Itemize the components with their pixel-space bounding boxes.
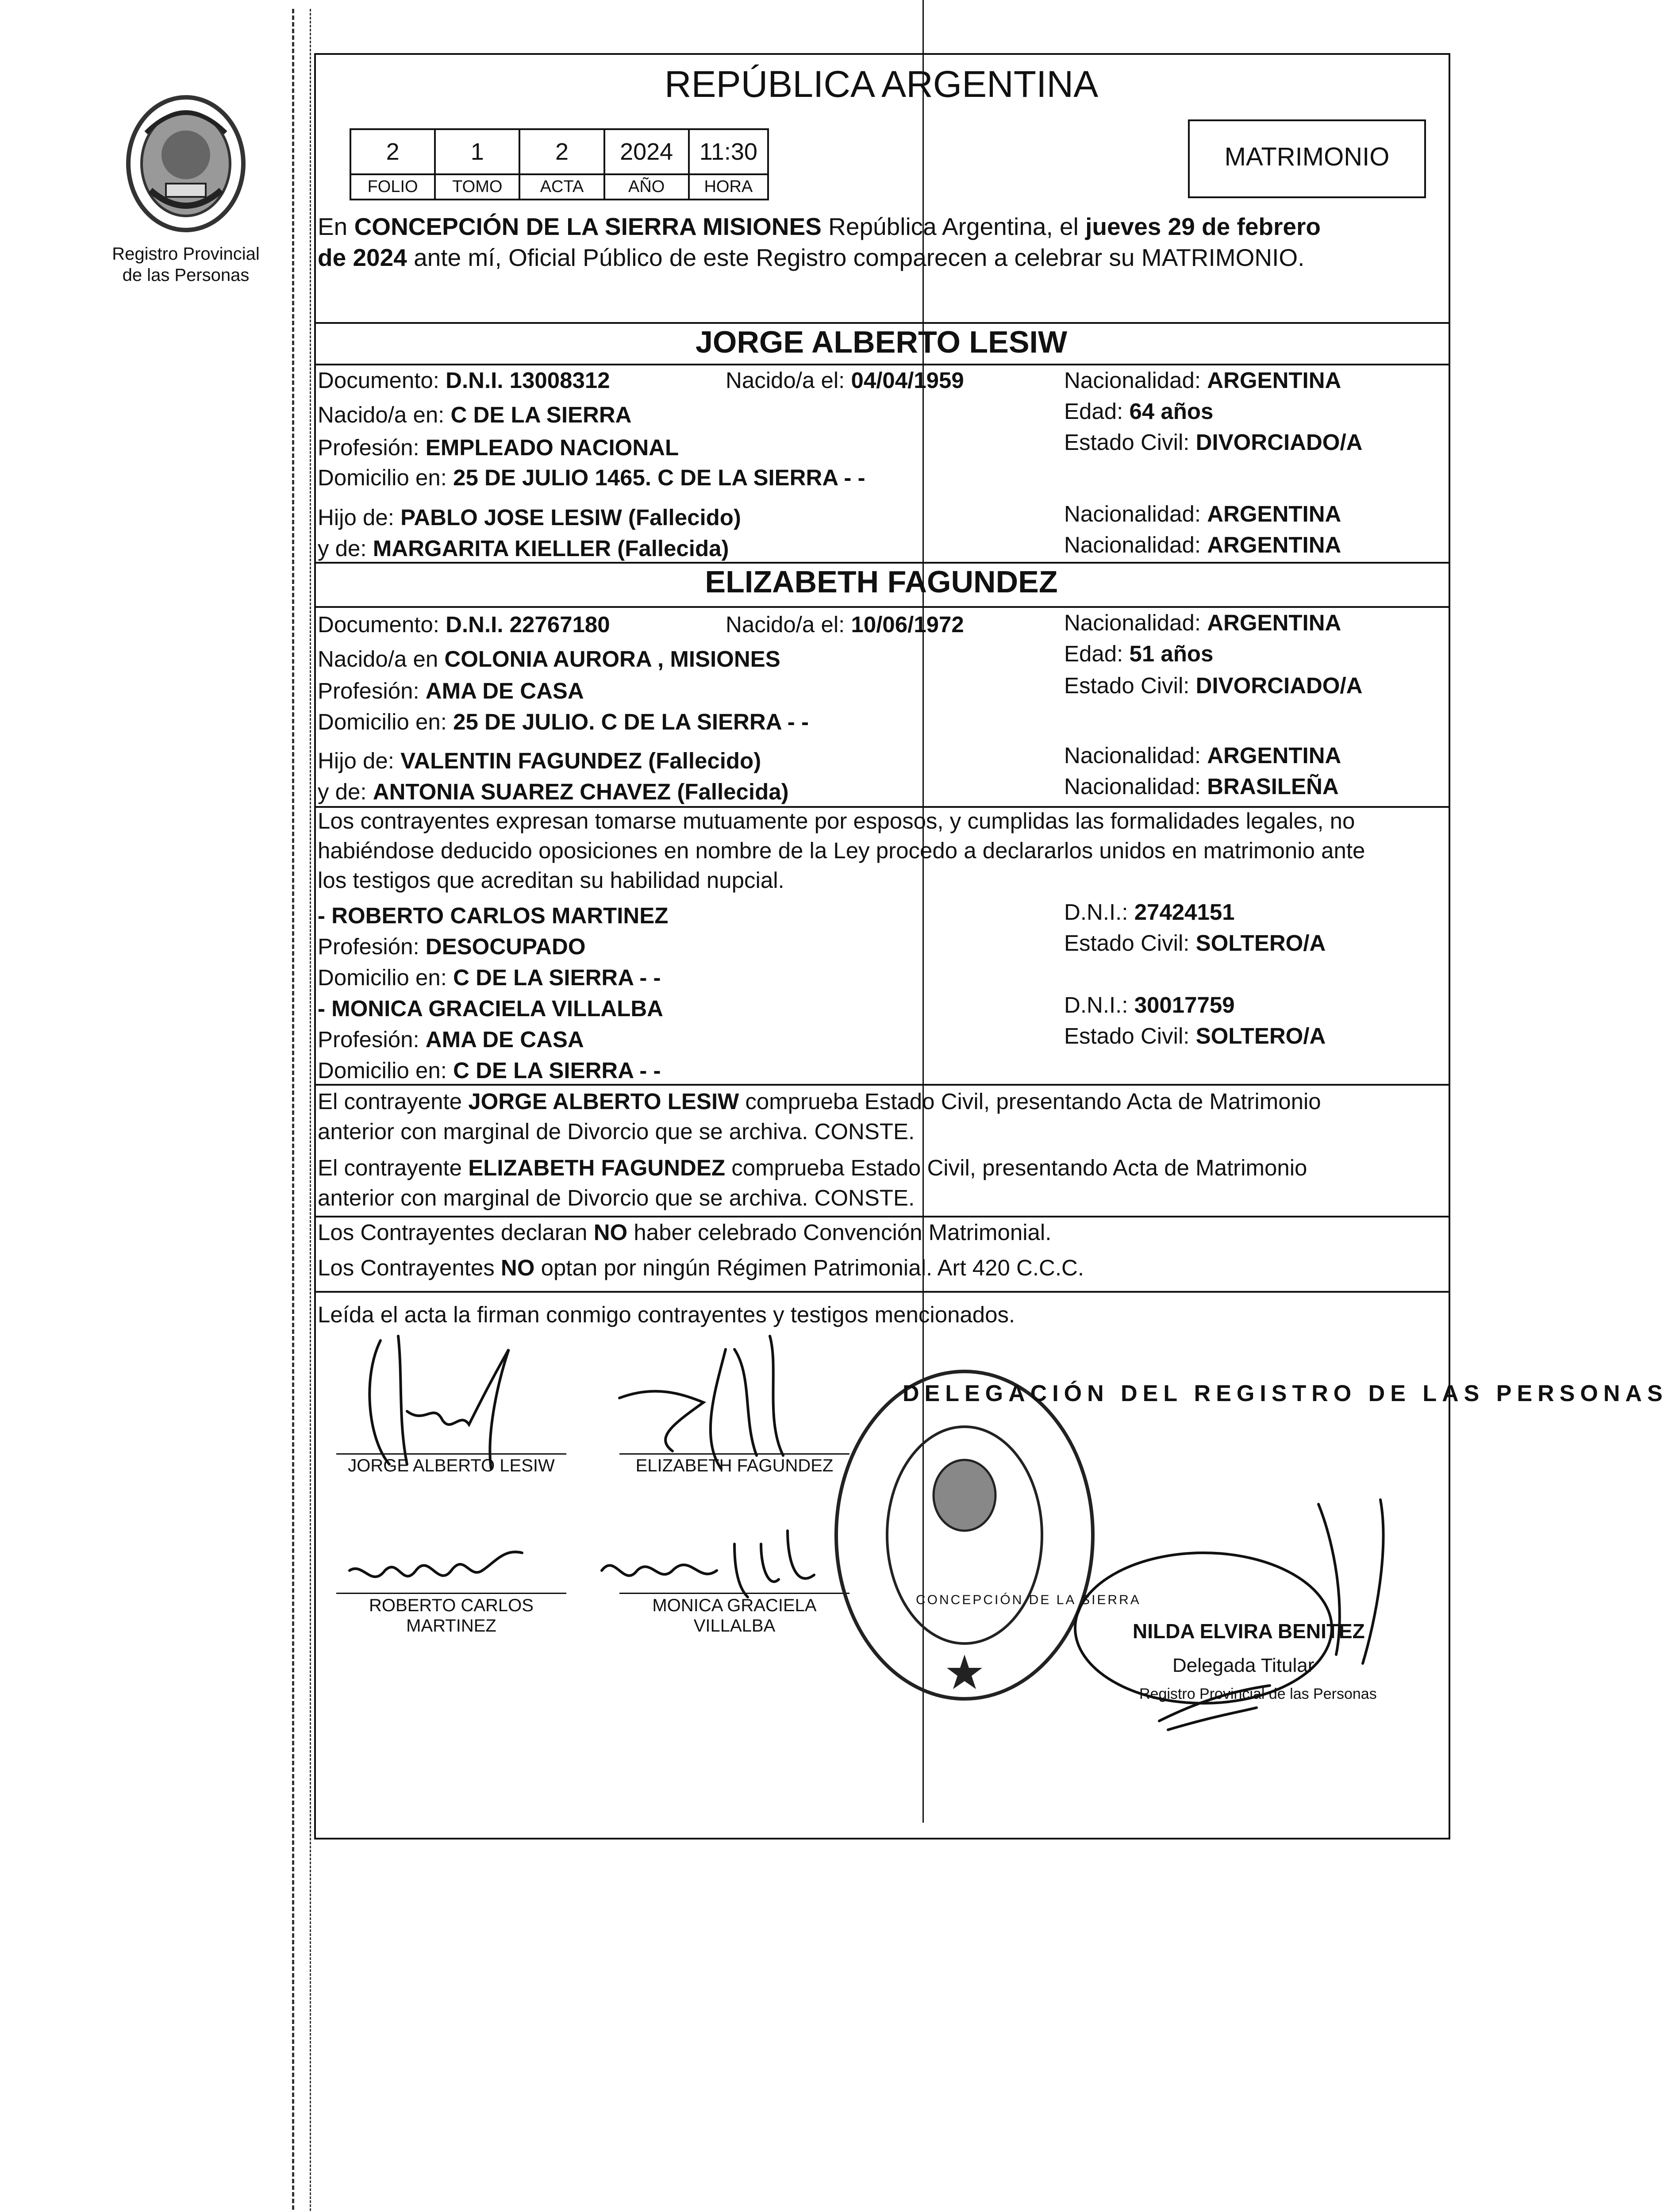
bride-name-heading: ELIZABETH FAGUNDEZ <box>705 565 1058 599</box>
folio-value: 2 <box>351 130 436 173</box>
groom-doc: Documento: D.N.I. 13008312 <box>318 368 610 393</box>
official-title: Delegada Titular <box>1172 1655 1314 1676</box>
bride-mother-nationality: Nacionalidad: BRASILEÑA <box>1064 774 1339 799</box>
acta-label: ACTA <box>520 175 605 199</box>
groom-age: Edad: 64 años <box>1064 399 1214 424</box>
witness-2-civil-status: Estado Civil: SOLTERO/A <box>1064 1023 1326 1048</box>
witness-1-name: - ROBERTO CARLOS MARTINEZ <box>318 903 669 928</box>
bride-address: Domicilio en: 25 DE JULIO. C DE LA SIERRA - - <box>318 709 809 734</box>
province-emblem <box>119 88 252 239</box>
year-label: AÑO <box>605 175 690 199</box>
groom-address: Domicilio en: 25 DE JULIO 1465. C DE LA SIERRA - - <box>318 465 865 490</box>
witness-2-address: Domicilio en: C DE LA SIERRA - - <box>318 1058 661 1083</box>
statement-line-2: habiéndose deducido oposiciones en nombre de la Ley procedo a declararlos unidos en matrimonio ante <box>318 838 1365 863</box>
groom-nationality: Nacionalidad: ARGENTINA <box>1064 368 1341 393</box>
proof-1-line-2: anterior con marginal de Divorcio que se archiva. CONSTE. <box>318 1119 915 1144</box>
tomo-label: TOMO <box>436 175 520 199</box>
intro-line-1: En CONCEPCIÓN DE LA SIERRA MISIONES República Argentina, el jueves 29 de febrero <box>318 213 1321 240</box>
groom-birthplace: Nacido/a en: C DE LA SIERRA <box>318 402 632 427</box>
acta-value: 2 <box>520 130 605 173</box>
intro-line-2: de 2024 ante mí, Oficial Público de este Registro comparecen a celebrar su MATRIMONIO. <box>318 244 1305 271</box>
hour-value: 11:30 <box>699 138 757 165</box>
closing-text: Leída el acta la firman conmigo contrayentes y testigos mencionados. <box>318 1302 1015 1327</box>
groom-father: Hijo de: PABLO JOSE LESIW (Fallecido) <box>318 505 741 530</box>
bride-father: Hijo de: VALENTIN FAGUNDEZ (Fallecido) <box>318 748 761 773</box>
folio-label: FOLIO <box>351 175 436 199</box>
page-title: REPÚBLICA ARGENTINA <box>664 63 1099 105</box>
proof-2-line-1: El contrayente ELIZABETH FAGUNDEZ comprueba Estado Civil, presentando Acta de Matrimonio <box>318 1155 1307 1180</box>
bride-mother: y de: ANTONIA SUAREZ CHAVEZ (Fallecida) <box>318 779 789 804</box>
registry-caption-1: Registro Provincial <box>112 244 260 264</box>
record-type: MATRIMONIO <box>1224 142 1390 171</box>
witness-1-address: Domicilio en: C DE LA SIERRA - - <box>318 965 661 990</box>
divider <box>314 1084 1449 1086</box>
seal-inner-text: CONCEPCIÓN DE LA SIERRA <box>916 1593 1141 1607</box>
witness-2-signature-caption: MONICA GRACIELA VILLALBA <box>652 1596 817 1636</box>
witness-2-profession: Profesión: AMA DE CASA <box>318 1027 584 1052</box>
divider <box>314 1291 1449 1293</box>
witness-2-name: - MONICA GRACIELA VILLALBA <box>318 996 663 1021</box>
year-value: 2024 <box>605 130 690 173</box>
witness-1-profession: Profesión: DESOCUPADO <box>318 934 586 959</box>
bride-father-nationality: Nacionalidad: ARGENTINA <box>1064 743 1341 768</box>
signature-line <box>619 1453 849 1455</box>
bride-profession: Profesión: AMA DE CASA <box>318 678 584 703</box>
witness-1-dni: D.N.I.: 27424151 <box>1064 899 1235 925</box>
bride-birthplace: Nacido/a en COLONIA AURORA , MISIONES <box>318 646 780 672</box>
statement-line-1: Los contrayentes expresan tomarse mutuamente por esposos, y cumplidas las formalidades legales, no <box>318 808 1355 833</box>
groom-profession: Profesión: EMPLEADO NACIONAL <box>318 435 679 460</box>
divider <box>314 364 1449 365</box>
official-name: NILDA ELVIRA BENITEZ <box>1133 1620 1365 1643</box>
hour-label: HORA <box>704 177 753 196</box>
groom-signature-caption: JORGE ALBERTO LESIW <box>348 1456 555 1475</box>
registry-caption-2: de las Personas <box>122 265 250 285</box>
groom-civil-status: Estado Civil: DIVORCIADO/A <box>1064 430 1363 455</box>
bride-doc: Documento: D.N.I. 22767180 <box>318 612 610 637</box>
groom-name-heading: JORGE ALBERTO LESIW <box>695 325 1068 359</box>
witness-2-dni: D.N.I.: 30017759 <box>1064 992 1235 1018</box>
statement-line-3: los testigos que acreditan su habilidad nupcial. <box>318 868 784 893</box>
record-table <box>350 128 769 200</box>
proof-2-line-2: anterior con marginal de Divorcio que se archiva. CONSTE. <box>318 1185 915 1210</box>
tomo-value: 1 <box>436 130 520 173</box>
divider <box>314 606 1449 608</box>
signature-line <box>336 1453 566 1455</box>
witness-1-civil-status: Estado Civil: SOLTERO/A <box>1064 930 1326 956</box>
groom-mother-nationality: Nacionalidad: ARGENTINA <box>1064 532 1341 557</box>
witness-1-signature-caption: ROBERTO CARLOS MARTINEZ <box>369 1596 534 1636</box>
groom-father-nationality: Nacionalidad: ARGENTINA <box>1064 501 1341 526</box>
signatures-drawing <box>336 1323 911 1721</box>
bride-born-date: Nacido/a el: 10/06/1972 <box>726 612 964 637</box>
official-org: Registro Provincial de las Personas <box>1139 1686 1377 1702</box>
proof-1-line-1: El contrayente JORGE ALBERTO LESIW comprueba Estado Civil, presentando Acta de Matrimonio <box>318 1089 1321 1114</box>
regime-line-2: Los Contrayentes NO optan por ningún Régimen Patrimonial. Art 420 C.C.C. <box>318 1255 1084 1280</box>
margin-dash-line <box>292 9 294 2212</box>
bride-civil-status: Estado Civil: DIVORCIADO/A <box>1064 673 1363 698</box>
signature-line <box>336 1593 566 1594</box>
margin-dash-line-2 <box>310 9 311 2212</box>
regime-line-1: Los Contrayentes declaran NO haber celebrado Convención Matrimonial. <box>318 1220 1052 1245</box>
groom-born-date: Nacido/a el: 04/04/1959 <box>726 368 964 393</box>
bride-signature-caption: ELIZABETH FAGUNDEZ <box>635 1456 834 1475</box>
bride-nationality: Nacionalidad: ARGENTINA <box>1064 610 1341 635</box>
seal-ring-text: DELEGACIÓN DEL REGISTRO DE LAS PERSONAS <box>903 1381 1668 1406</box>
bride-age: Edad: 51 años <box>1064 641 1214 666</box>
signature-line <box>619 1593 849 1594</box>
groom-mother: y de: MARGARITA KIELLER (Fallecida) <box>318 536 729 561</box>
divider <box>314 1216 1449 1217</box>
